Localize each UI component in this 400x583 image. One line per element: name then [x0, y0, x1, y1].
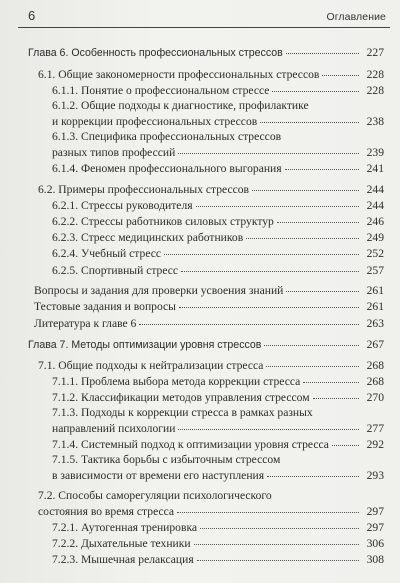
- leader-dots: [272, 80, 359, 92]
- leader-dots: [277, 211, 359, 223]
- toc-page-number: 228: [366, 68, 384, 81]
- leader-dots: [286, 42, 359, 54]
- toc-entry-title: 7.1.2. Классификации методов управления стрессом: [52, 391, 310, 404]
- toc-entry-title: 6.1. Общие закономерности профессиональных стрессов: [38, 68, 320, 81]
- leader-dots: [246, 227, 359, 239]
- toc-page-number: 249: [366, 231, 384, 244]
- toc-page-number: 227: [366, 46, 384, 59]
- leader-dots: [194, 533, 359, 545]
- toc-entry-title: Вопросы и задания для проверки усвоения знаний: [34, 284, 284, 297]
- toc-page-number: 270: [366, 391, 384, 404]
- toc-page-number: 241: [366, 162, 384, 175]
- toc-entry-title: 6.2.2. Стрессы работников силовых структур: [52, 215, 274, 228]
- toc-page-number: 308: [366, 553, 384, 566]
- leader-dots: [267, 465, 359, 477]
- toc-subsection-7-1-2: [52, 389, 384, 406]
- toc-page-number: 268: [366, 359, 384, 372]
- leader-dots: [181, 260, 359, 272]
- toc-entry-title: 7.1.4. Системный подход к оптимизации уровня стресса: [52, 438, 329, 451]
- toc-page-number: 268: [366, 375, 384, 388]
- toc-subsection-7-1-3-line1: 7.1.3. Подходы к коррекции стресса в рамках разных: [52, 406, 313, 419]
- leader-dots: [197, 549, 359, 561]
- leader-dots: [200, 517, 359, 529]
- leader-dots: [313, 387, 359, 399]
- leader-dots: [139, 313, 359, 325]
- toc-subsection-7-1-5-line1: 7.1.5. Тактика борьбы с избыточным стрессом: [52, 453, 281, 466]
- leader-dots: [266, 355, 359, 367]
- toc-entry-title: разных типов профессий: [52, 146, 176, 159]
- toc-entry-title: 6.1.4. Феномен профессионального выгорания: [52, 162, 282, 175]
- toc-entry-title: 7.2.3. Мышечная релаксация: [52, 553, 194, 566]
- toc-entry-title: Глава 7. Методы оптимизации уровня стрессов: [28, 339, 262, 351]
- toc-entry-title: состояния во время стресса: [38, 505, 175, 518]
- toc-page-number: 261: [366, 284, 384, 297]
- leader-dots: [322, 64, 359, 76]
- toc-page-number: 306: [366, 537, 384, 550]
- toc-page-number: 252: [366, 247, 384, 260]
- toc-chapter-6: [28, 44, 384, 62]
- leader-dots: [252, 179, 359, 191]
- toc-entry-title: 7.1. Общие подходы к нейтрализации стресса: [38, 359, 264, 372]
- toc-chapter-7: [28, 336, 384, 354]
- toc-entry-title: 6.1.1. Понятие о профессиональном стрессе: [52, 84, 270, 97]
- toc-page-number: 239: [366, 146, 384, 159]
- toc-subsection-7-1-4: [52, 436, 384, 453]
- toc-subsection-6-2-5: [52, 262, 384, 279]
- toc-subsection-6-1-2: [52, 113, 384, 130]
- toc-page-number: 277: [366, 422, 384, 435]
- toc-entry-title: Литература к главе 6: [34, 317, 137, 330]
- leader-dots: [332, 434, 359, 446]
- toc-entry-title: 7.2.1. Аутогенная тренировка: [52, 521, 198, 534]
- leader-dots: [196, 195, 359, 207]
- toc-page-number: 244: [366, 199, 384, 212]
- toc-page-number: 228: [366, 84, 384, 97]
- toc-subsection-7-1-5: [52, 467, 384, 484]
- toc-entry-title: 7.2.2. Дыхательные техники: [52, 537, 191, 550]
- leader-dots: [178, 142, 359, 154]
- toc-entry-title: Тестовые задания и вопросы: [34, 300, 176, 313]
- leader-dots: [178, 418, 359, 430]
- toc-page-number: 297: [366, 521, 384, 534]
- toc-entry-title: 6.2.1. Стрессы руководителя: [52, 199, 193, 212]
- toc-subsection-7-2-3: [52, 551, 384, 568]
- leader-dots: [286, 280, 359, 292]
- leader-dots: [303, 371, 359, 383]
- toc-entry-title: 6.2.5. Спортивный стресс: [52, 264, 179, 277]
- toc-page-number: 293: [366, 469, 384, 482]
- toc-page-number: 238: [366, 115, 384, 128]
- running-title: Оглавление: [326, 11, 386, 23]
- leader-dots: [260, 111, 359, 123]
- toc-page-number: 246: [366, 215, 384, 228]
- leader-dots: [164, 243, 359, 255]
- toc-section-7-2-line1: 7.2. Способы саморегуляции психологического: [38, 489, 272, 502]
- leader-dots: [179, 296, 359, 308]
- toc-entry-title: 6.2.4. Учебный стресс: [52, 247, 162, 260]
- toc-subsection-6-1-3-line1: 6.1.3. Специфика профессиональных стрессов: [52, 130, 282, 143]
- toc-literature-6: [34, 315, 384, 332]
- toc-entry-title: 6.2.3. Стресс медицинских работников: [52, 231, 244, 244]
- toc-page-number: 292: [366, 438, 384, 451]
- toc-entry-title: Глава 6. Особенность профессиональных стрессов: [28, 47, 283, 59]
- leader-dots: [264, 334, 359, 346]
- toc-page-number: 297: [366, 505, 384, 518]
- toc-page-number: 244: [366, 183, 384, 196]
- leader-dots: [285, 158, 359, 170]
- toc-entry-title: 7.1.1. Проблема выбора метода коррекции стресса: [52, 375, 301, 388]
- toc-page-number: 261: [366, 300, 384, 313]
- toc-subsection-6-1-2-line1: 6.1.2. Общие подходы к диагностике, профилактике: [52, 99, 309, 112]
- toc-subsection-6-1-4: [52, 160, 384, 177]
- page-number: 6: [28, 8, 36, 23]
- toc-entry-title: и коррекции профессиональных стрессов: [52, 115, 258, 128]
- toc-subsection-6-1-1: [52, 82, 384, 99]
- toc-page-number: 263: [366, 317, 384, 330]
- toc-entry-title: направлений психологии: [52, 422, 176, 435]
- toc-entry-title: в зависимости от времени его наступления: [52, 469, 265, 482]
- toc-page-number: 257: [366, 264, 384, 277]
- toc-entry-title: 6.2. Примеры профессиональных стрессов: [38, 183, 250, 196]
- toc-page-number: 267: [366, 338, 384, 351]
- leader-dots: [177, 501, 359, 513]
